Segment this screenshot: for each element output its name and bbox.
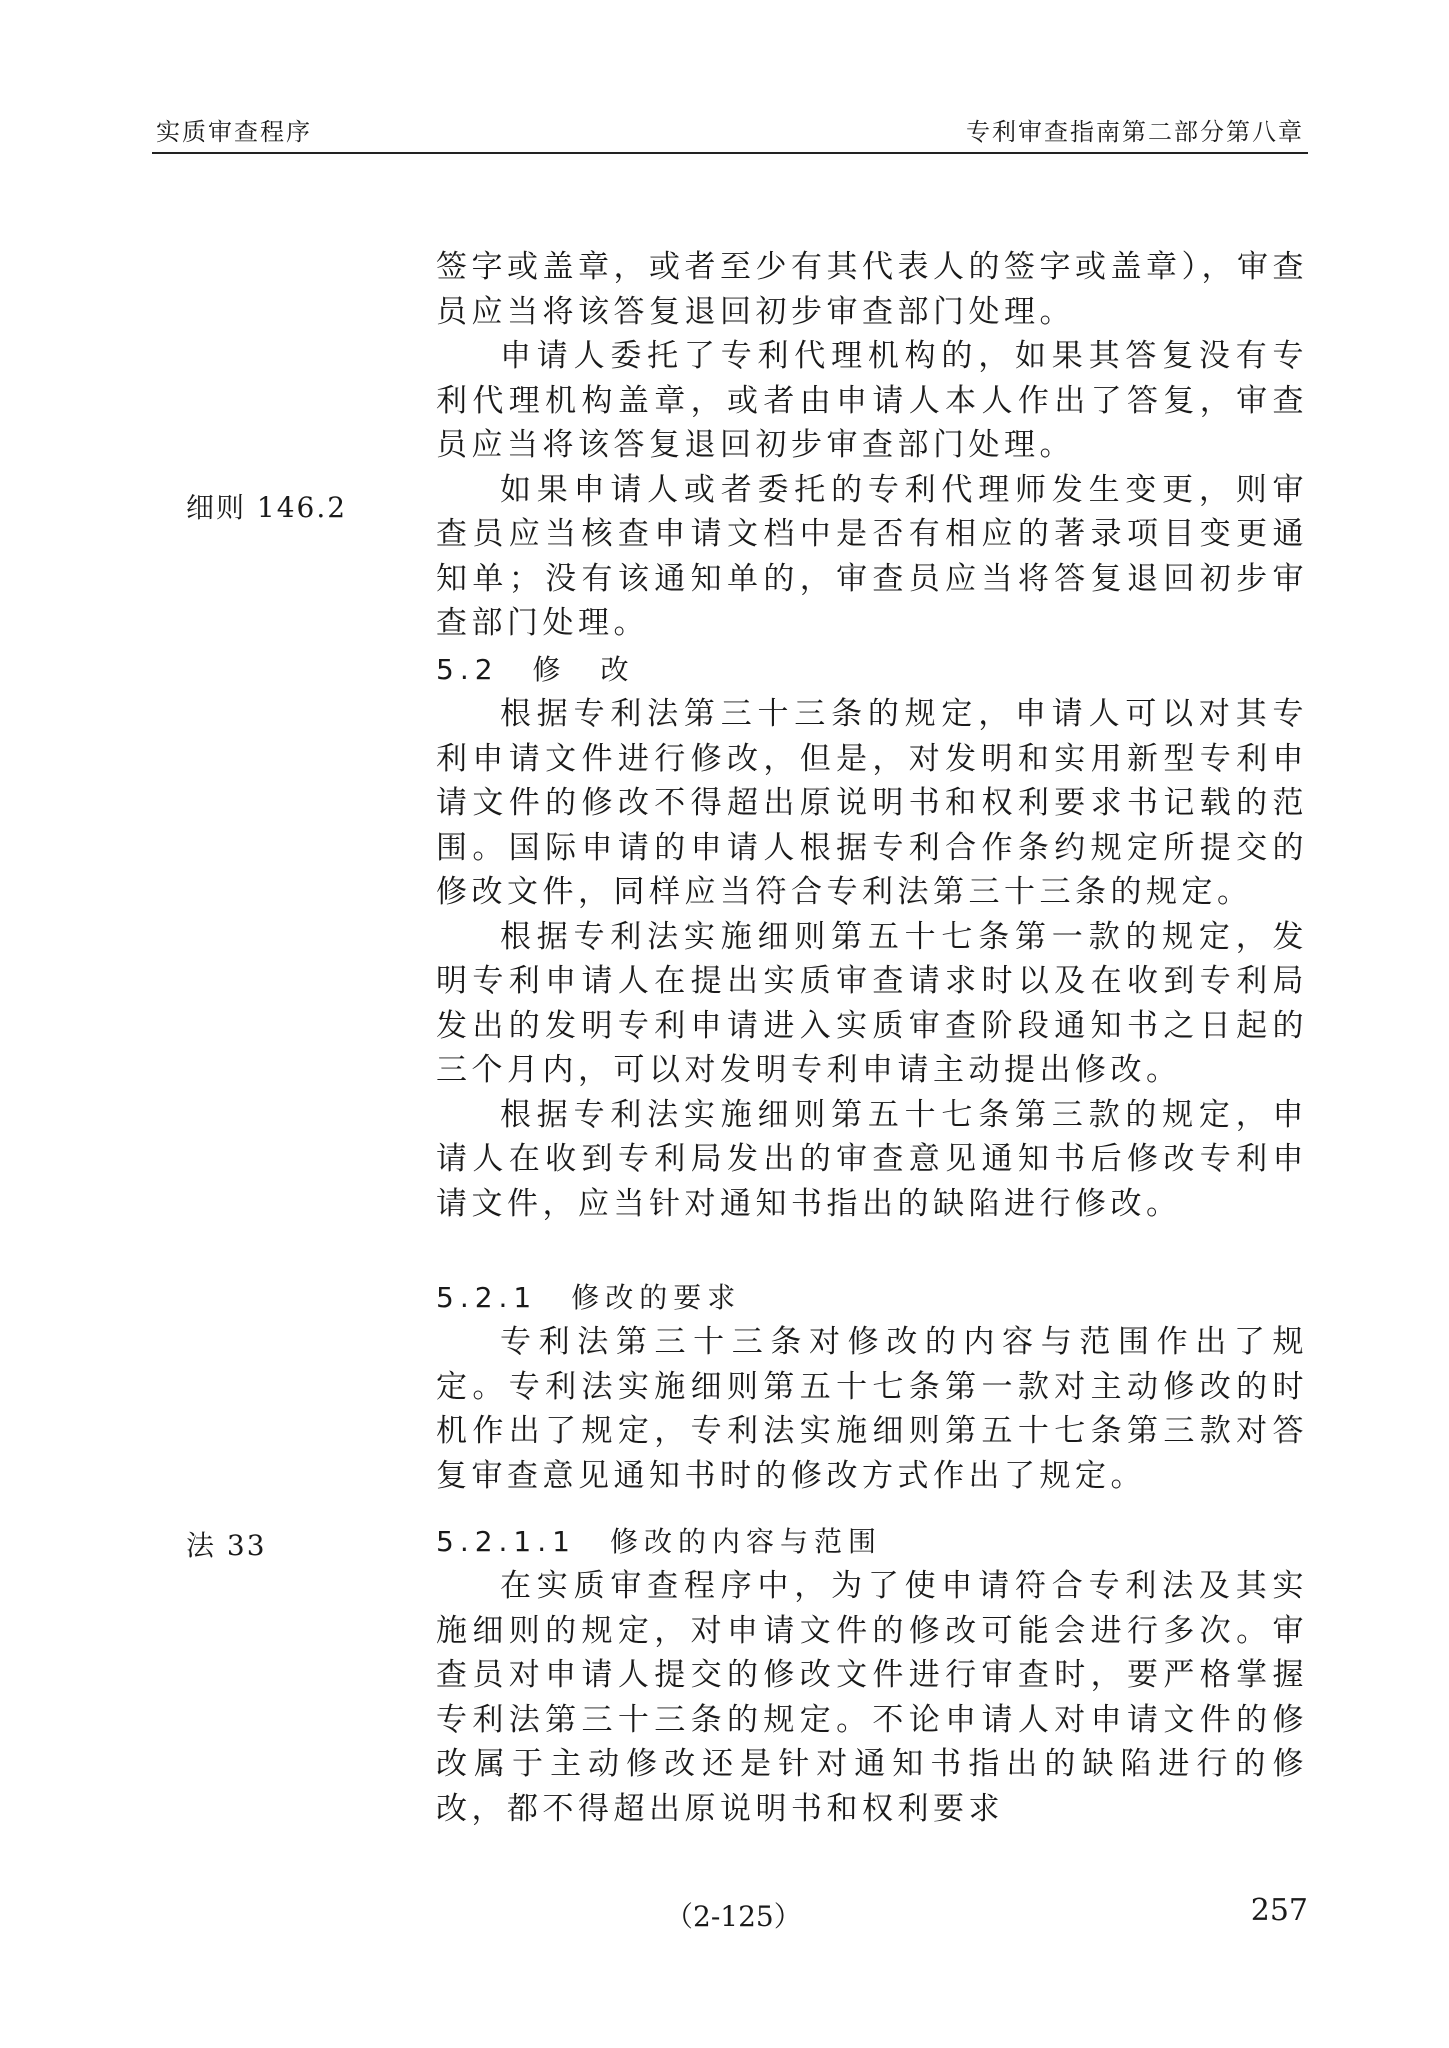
section-heading: 5.2 修 改 — [436, 653, 635, 686]
margin-note-law-33: 法 33 — [186, 1529, 267, 1562]
section-heading: 5.2.1 修改的要求 — [436, 1281, 742, 1314]
intro-block — [436, 245, 1308, 646]
section-5-2 — [436, 648, 1308, 1226]
section-page-label: （2-125） — [665, 1900, 802, 1933]
page-number: 257 — [1250, 1893, 1308, 1928]
paragraph: 申请人委托了专利代理机构的，如果其答复没有专利代理机构盖章，或者由申请人本人作出了答复，审查员应当将该答复退回初步审查部门处理。 — [436, 338, 1308, 463]
header-right-title: 专利审查指南第二部分第八章 — [966, 118, 1304, 146]
header-left-title: 实质审查程序 — [156, 118, 312, 146]
paragraph: 根据专利法第三十三条的规定，申请人可以对其专利申请文件进行修改，但是，对发明和实用新型专利申请文件的修改不得超出原说明书和权利要求书记载的范围。国际申请的申请人根据专利合作条约规定所提交的修改文件，同样应当符合专利法第三十三条的规定。 — [436, 696, 1308, 910]
paragraph: 签字或盖章，或者至少有其代表人的签字或盖章），审查员应当将该答复退回初步审查部门处理。 — [436, 249, 1308, 330]
paragraph: 根据专利法实施细则第五十七条第三款的规定，申请人在收到专利局发出的审查意见通知书后修改专利申请文件，应当针对通知书指出的缺陷进行修改。 — [436, 1096, 1308, 1222]
page-header — [152, 112, 1308, 154]
section-heading: 5.2.1.1 修改的内容与范围 — [436, 1525, 882, 1558]
section-5-2-1 — [436, 1276, 1308, 1498]
paragraph: 专利法第三十三条对修改的内容与范围作出了规定。专利法实施细则第五十七条第一款对主动修改的时机作出了规定，专利法实施细则第五十七条第三款对答复审查意见通知书时的修改方式作出了规定。 — [436, 1324, 1308, 1494]
section-5-2-1-1 — [436, 1520, 1308, 1831]
paragraph: 在实质审查程序中，为了使申请符合专利法及其实施细则的规定，对申请文件的修改可能会进行多次。审查员对申请人提交的修改文件进行审查时，要严格掌握专利法第三十三条的规定。不论申请人对申请文件的修改属于主动修改还是针对通知书指出的缺陷进行的修改，都不得超出原说明书和权利要求 — [436, 1568, 1308, 1827]
margin-note-rule-146-2: 细则 146.2 — [186, 491, 348, 524]
paragraph: 如果申请人或者委托的专利代理师发生变更，则审查员应当核查申请文档中是否有相应的著录项目变更通知单；没有该通知单的，审查员应当将答复退回初步审查部门处理。 — [436, 471, 1308, 641]
paragraph: 根据专利法实施细则第五十七条第一款的规定，发明专利申请人在提出实质审查请求时以及在收到专利局发出的发明专利申请进入实质审查阶段通知书之日起的三个月内，可以对发明专利申请主动提出修改。 — [436, 918, 1308, 1088]
